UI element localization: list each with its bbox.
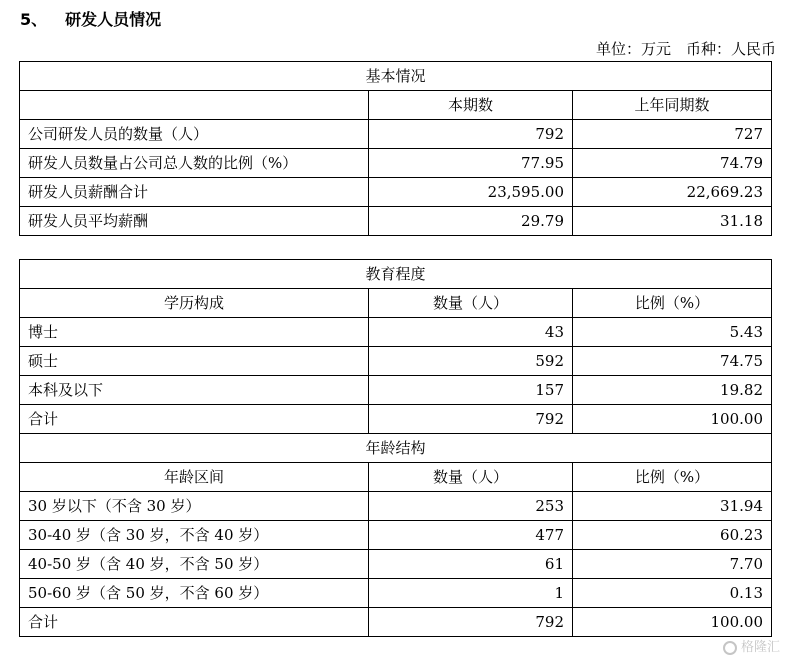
table-row (20, 521, 772, 550)
header-cell: 比例（%） (573, 289, 772, 318)
row-label: 公司研发人员的数量（人） (20, 120, 369, 149)
header-cell: 本期数 (369, 91, 573, 120)
row-label: 博士 (20, 318, 369, 347)
table-header-row (20, 289, 772, 318)
table-row (20, 207, 772, 236)
cell-value: 5.43 (573, 318, 772, 347)
cell-value: 22,669.23 (573, 178, 772, 207)
cell-value: 0.13 (573, 579, 772, 608)
watermark-text: 格隆汇 (740, 640, 780, 655)
cell-value: 1 (369, 579, 573, 608)
table-row (20, 178, 772, 207)
cell-value: 60.23 (573, 521, 772, 550)
table-row (20, 608, 772, 637)
section-title: 研发人员情况 (65, 10, 162, 29)
watermark (723, 636, 780, 655)
row-label: 合计 (20, 405, 369, 434)
table-row (20, 550, 772, 579)
row-label: 50-60 岁（含 50 岁，不含 60 岁） (20, 579, 369, 608)
unit-currency-line: 单位：万元 币种：人民币 (595, 40, 776, 58)
row-label: 30-40 岁（含 30 岁，不含 40 岁） (20, 521, 369, 550)
header-cell: 学历构成 (20, 289, 369, 318)
table-row (20, 318, 772, 347)
section-number: 5、 (20, 10, 48, 29)
row-label: 本科及以下 (20, 376, 369, 405)
row-label: 研发人员平均薪酬 (20, 207, 369, 236)
cell-value: 792 (369, 120, 573, 149)
row-label: 30 岁以下（不含 30 岁） (20, 492, 369, 521)
age-table-title: 年龄结构 (20, 434, 772, 463)
row-label: 硕士 (20, 347, 369, 376)
cell-value: 253 (369, 492, 573, 521)
header-cell: 数量（人） (369, 289, 573, 318)
table-title-row (20, 62, 772, 91)
cell-value: 7.70 (573, 550, 772, 579)
education-age-table (19, 259, 772, 637)
logo-icon (723, 641, 737, 655)
education-table-title: 教育程度 (20, 260, 772, 289)
header-cell: 年龄区间 (20, 463, 369, 492)
table-header-row (20, 463, 772, 492)
cell-value: 74.79 (573, 149, 772, 178)
cell-value: 74.75 (573, 347, 772, 376)
cell-value: 592 (369, 347, 573, 376)
header-cell (20, 91, 369, 120)
cell-value: 31.94 (573, 492, 772, 521)
table-title-row (20, 434, 772, 463)
table-row (20, 405, 772, 434)
basic-info-table (19, 61, 772, 236)
table-row (20, 376, 772, 405)
cell-value: 19.82 (573, 376, 772, 405)
cell-value: 29.79 (369, 207, 573, 236)
section-heading (20, 7, 161, 30)
header-cell: 上年同期数 (573, 91, 772, 120)
cell-value: 792 (369, 405, 573, 434)
row-label: 研发人员数量占公司总人数的比例（%） (20, 149, 369, 178)
cell-value: 157 (369, 376, 573, 405)
cell-value: 23,595.00 (369, 178, 573, 207)
table-row (20, 492, 772, 521)
header-cell: 比例（%） (573, 463, 772, 492)
cell-value: 31.18 (573, 207, 772, 236)
table-row (20, 579, 772, 608)
cell-value: 43 (369, 318, 573, 347)
row-label: 40-50 岁（含 40 岁，不含 50 岁） (20, 550, 369, 579)
cell-value: 77.95 (369, 149, 573, 178)
header-cell: 数量（人） (369, 463, 573, 492)
cell-value: 727 (573, 120, 772, 149)
cell-value: 100.00 (573, 405, 772, 434)
table-row (20, 149, 772, 178)
cell-value: 792 (369, 608, 573, 637)
cell-value: 477 (369, 521, 573, 550)
row-label: 研发人员薪酬合计 (20, 178, 369, 207)
cell-value: 100.00 (573, 608, 772, 637)
row-label: 合计 (20, 608, 369, 637)
cell-value: 61 (369, 550, 573, 579)
table-row (20, 347, 772, 376)
table-header-row (20, 91, 772, 120)
table-row (20, 120, 772, 149)
table-title-row (20, 260, 772, 289)
basic-table-title: 基本情况 (20, 62, 772, 91)
